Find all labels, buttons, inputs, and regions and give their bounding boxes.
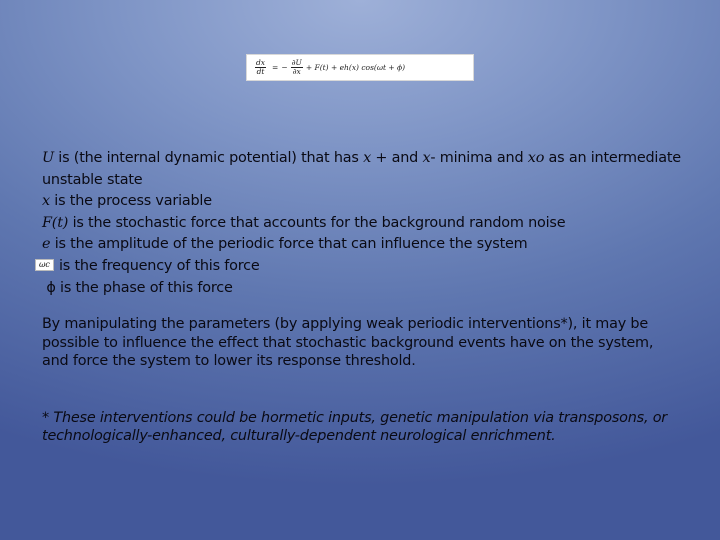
omega-symbol-image: ωc [35,259,54,271]
definition-text: is the frequency of this force [54,257,260,274]
definition-potential [42,148,682,191]
footnote: * These interventions could be hormetic inputs, genetic manipulation via transposons, or technologically-enhanced, culturally-dependent neurological enrichment. [42,409,668,445]
definition-phase [42,278,682,300]
explanation-paragraph: By manipulating the parameters (by applying weak periodic interventions*), it may be possible to influence the effect that stochastic background events have on the system, and force the system to lower its response threshold. [42,316,654,370]
symbol-u: U [42,150,54,166]
symbol-phi: ϕ [46,279,56,296]
definition-amplitude [42,234,682,256]
gradient-denominator: ∂x [292,67,301,76]
minus-sign: − [281,63,288,72]
lhs-fraction [255,59,266,76]
symbol-e: e [42,236,51,253]
definition-text: is the process variable [49,193,212,210]
equation-image [246,54,474,81]
lhs-numerator: dx [256,58,266,68]
definition-stochastic-force [42,213,682,235]
definition-text: is the phase of this force [55,279,233,296]
lhs-denominator: dt [256,67,265,76]
symbol-xo: xo [527,150,545,166]
symbol-x-minus: x [422,150,431,166]
definition-text: is the amplitude of the periodic force that can influence the system [50,236,528,253]
definition-text: - minima and [430,150,528,166]
symbol-x-plus: x + [363,150,388,166]
potential-gradient-fraction [291,59,303,76]
equation-remainder: + F(t) + eh(x) cos(ωt + ϕ) [305,63,406,72]
symbol-f-t: F(t) [42,214,69,231]
definition-text: is (the internal dynamic potential) that has [53,150,364,166]
definition-text: as an intermediate unstable state [42,150,681,188]
definition-text: and [387,150,423,166]
definition-text: is the stochastic force that accounts for the background random noise [68,214,566,231]
symbol-x: x [42,193,50,210]
gradient-numerator: ∂U [291,58,302,68]
equals-sign: = [272,63,279,72]
definition-process-variable [42,191,682,213]
slide-body [39,148,682,446]
definition-frequency [39,256,682,278]
